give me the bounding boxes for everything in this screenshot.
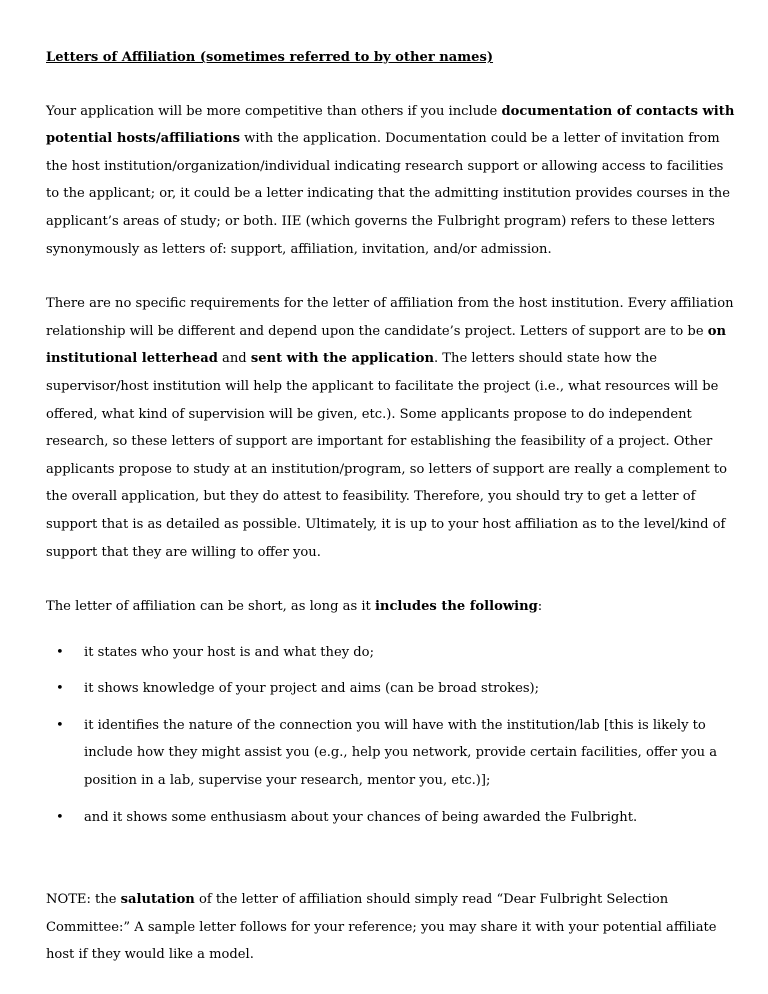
list-item: [46, 712, 736, 795]
bullet-icon: •: [56, 809, 64, 825]
para1-bold-documentation: documentation of contacts with potential hosts/affiliations: [46, 103, 735, 147]
para1-text-2: with the application. Documentation could be a letter of invitation from the host institution/organization/individual indicating research support or allowing access to facilities to the applicant; or, it could be a letter indicating that the admitting institution provides courses in the applicant’s areas of study; or both. IIE (which governs the Fulbright program) refers to these letters synonymously as letters of: support, affiliation, invitation, and/or admission.: [46, 131, 730, 257]
para3-text-1: The letter of affiliation can be short, as long as it: [46, 599, 375, 615]
para2-text-3: . The letters should state how the supervisor/host institution will help the applicant to facilitate the project (i.e., what resources will be offered, what kind of supervision will be given, etc.). Some applicants propose to do independent research, so these letters of support are important for establishing the feasibility of a project. Other applicants propose to study at an institution/program, so letters of support are really a complement to the overall application, but they do attest to feasibility. Therefore, you should try to get a letter of support that is as detailed as possible. Ultimately, it is up to your host affiliation as to the level/kind of support that they are willing to offer you.: [46, 351, 728, 560]
list-item-text: it shows knowledge of your project and aims (can be broad strokes);: [84, 681, 540, 697]
document-page: [46, 44, 736, 969]
para2-text-2: and: [217, 351, 251, 367]
bullet-icon: •: [56, 644, 64, 660]
note-bold-salutation: salutation: [120, 892, 195, 908]
note-text-1: NOTE: the: [46, 892, 121, 908]
bullet-icon: •: [56, 681, 64, 697]
paragraph-competitive-application: [46, 98, 736, 264]
requirements-list: [46, 639, 736, 832]
para2-bold-sent-with-application: sent with the application: [250, 351, 434, 367]
list-item: [46, 804, 736, 832]
para2-bold-letterhead: on institutional letterhead: [46, 323, 726, 367]
para3-bold-includes: includes the following: [374, 599, 538, 615]
section-heading: Letters of Affiliation (sometimes referred to by other names): [46, 50, 494, 65]
list-item: [46, 675, 736, 703]
bullet-icon: •: [56, 717, 64, 733]
para3-text-2: :: [537, 599, 543, 615]
note-paragraph: [46, 886, 736, 969]
list-item: [46, 639, 736, 667]
paragraph-requirements: [46, 290, 736, 566]
list-item-text: it identifies the nature of the connection you will have with the institution/lab [this is likely to include how they might assist you (e.g., help you network, provide certain facilities, offer you a position in a lab, supervise your research, mentor you, etc.)];: [84, 717, 718, 789]
para1-text-1: Your application will be more competitive than others if you include: [46, 103, 502, 119]
para2-text-1: There are no specific requirements for the letter of affiliation from the host institution. Every affiliation relationship will be different and depend upon the candidate’s project. Letters of support are to be: [46, 296, 734, 339]
paragraph-short-letter: [46, 593, 736, 621]
list-item-text: and it shows some enthusiasm about your chances of being awarded the Fulbright.: [84, 809, 638, 825]
list-item-text: it states who your host is and what they do;: [84, 644, 374, 660]
note-text-2: of the letter of affiliation should simply read “Dear Fulbright Selection Committee:” A sample letter follows for your reference; you may share it with your potential affiliate host if they would like a model.: [46, 892, 717, 963]
